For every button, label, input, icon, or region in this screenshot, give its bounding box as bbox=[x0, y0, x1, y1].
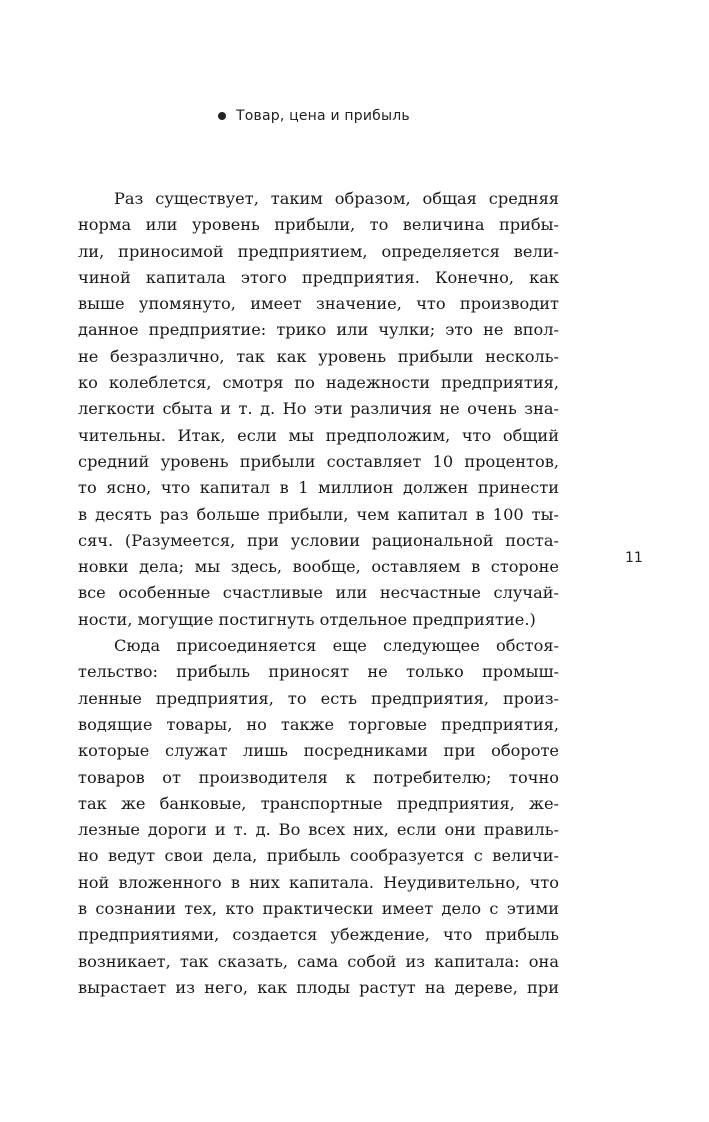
page-number: 11 bbox=[625, 550, 643, 566]
text-line: ности, могущие постигнуть отдельное предприятие.) bbox=[78, 609, 536, 629]
running-title: Товар, цена и прибыль bbox=[236, 108, 410, 124]
text-line: данное предприятие: трико или чулки; это не впол- bbox=[78, 320, 559, 340]
text-line: но ведут свои дела, прибыль сообразуется с величи- bbox=[78, 846, 559, 866]
text-line: лезные дороги и т. д. Во всех них, если они правиль- bbox=[78, 820, 559, 840]
text-line: водящие товары, но также торговые предприятия, bbox=[78, 714, 559, 734]
text-line: Сюда присоединяется еще следующее обстоя- bbox=[114, 636, 559, 656]
text-line: ко колеблется, смотря по надежности предприятия, bbox=[78, 373, 559, 393]
text-line: выше упомянуто, имеет значение, что производит bbox=[78, 294, 559, 314]
paragraph-1 bbox=[78, 186, 559, 633]
text-line: которые служат лишь посредниками при обороте bbox=[78, 741, 559, 761]
text-line: так же банковые, транспортные предприятия, же- bbox=[78, 793, 559, 813]
body-text bbox=[78, 186, 559, 1001]
text-line: новки дела; мы здесь, вообще, оставляем в стороне bbox=[78, 557, 559, 577]
text-line: ленные предприятия, то есть предприятия, произ- bbox=[78, 688, 559, 708]
paragraph-2 bbox=[78, 633, 559, 1001]
text-line: сяч. (Разумеется, при условии рациональной поста- bbox=[78, 530, 559, 550]
text-line: то ясно, что капитал в 1 миллион должен принести bbox=[78, 478, 559, 498]
text-line: предприятиями, создается убеждение, что прибыль bbox=[78, 925, 559, 945]
text-line: Раз существует, таким образом, общая средняя bbox=[114, 189, 559, 208]
text-line: чительны. Итак, если мы предположим, что общий bbox=[78, 425, 559, 445]
text-line: ли, приносимой предприятием, определяется вели- bbox=[78, 241, 559, 261]
bullet-icon bbox=[218, 112, 226, 120]
text-line: норма или уровень прибыли, то величина прибы- bbox=[78, 215, 559, 235]
text-line: не безразлично, так как уровень прибыли несколь- bbox=[78, 346, 559, 366]
text-line: вырастает из него, как плоды растут на дереве, при bbox=[78, 977, 559, 997]
text-line: все особенные счастливые или несчастные случай- bbox=[78, 583, 559, 603]
text-line: ной вложенного в них капитала. Неудивительно, что bbox=[78, 872, 559, 892]
text-line: тельство: прибыль приносят не только промыш- bbox=[78, 662, 559, 682]
text-line: в десять раз больше прибыли, чем капитал в 100 ты- bbox=[78, 504, 559, 524]
running-head bbox=[218, 105, 410, 127]
text-line: средний уровень прибыли составляет 10 процентов, bbox=[78, 451, 559, 471]
text-line: в сознании тех, кто практически имеет дело с этими bbox=[78, 899, 559, 919]
text-line: товаров от производителя к потребителю; точно bbox=[78, 767, 559, 787]
text-line: легкости сбыта и т. д. Но эти различия не очень зна- bbox=[78, 399, 559, 419]
text-line: чиной капитала этого предприятия. Конечно, как bbox=[78, 267, 559, 287]
text-line: возникает, так сказать, сама собой из капитала: она bbox=[78, 951, 559, 971]
